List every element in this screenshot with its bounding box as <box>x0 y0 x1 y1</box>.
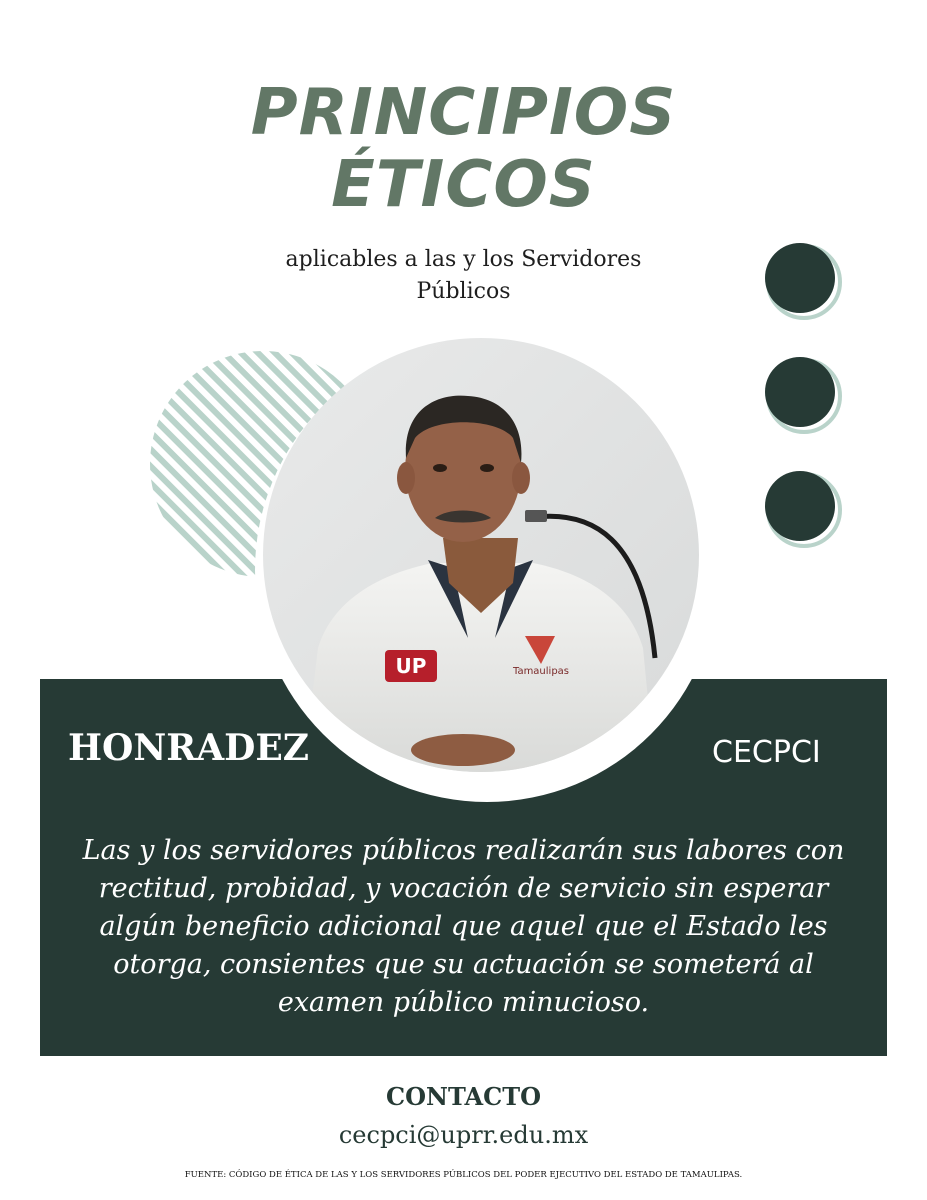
description-line: algún beneficio adicional que aquel que el Estado les <box>99 911 828 942</box>
shirt-logo-up: UP <box>395 654 427 678</box>
description-line: rectitud, probidad, y vocación de servicio sin esperar <box>98 873 829 904</box>
subtitle-line-1: aplicables a las y los Servidores <box>285 247 642 272</box>
contact-email[interactable]: cecpci@uprr.edu.mx <box>338 1121 589 1149</box>
decorative-circle-icon <box>764 238 842 320</box>
description-line: otorga, consientes que su actuación se someterá al <box>113 949 814 980</box>
shirt-logo-tamaulipas: Tamaulipas <box>512 666 570 677</box>
title-line-2: ÉTICOS <box>331 148 596 222</box>
organization-label: CECPCI <box>712 735 821 770</box>
title-line-1: PRINCIPIOS <box>250 76 677 150</box>
decorative-circle-icon <box>764 466 842 548</box>
decorative-circle-icon <box>764 352 842 434</box>
principle-name: HONRADEZ <box>68 727 310 769</box>
description-line: examen público minucioso. <box>277 987 650 1018</box>
subtitle-line-2: Públicos <box>416 279 511 304</box>
portrait-photo <box>263 338 699 772</box>
source-note: FUENTE: CÓDIGO DE ÉTICA DE LAS Y LOS SERVIDORES PÚBLICOS DEL PODER EJECUTIVO DEL ESTADO DE TAMAULIPAS. <box>184 1170 743 1180</box>
description-line: Las y los servidores públicos realizarán sus labores con <box>82 835 845 866</box>
contact-title: CONTACTO <box>386 1082 541 1111</box>
